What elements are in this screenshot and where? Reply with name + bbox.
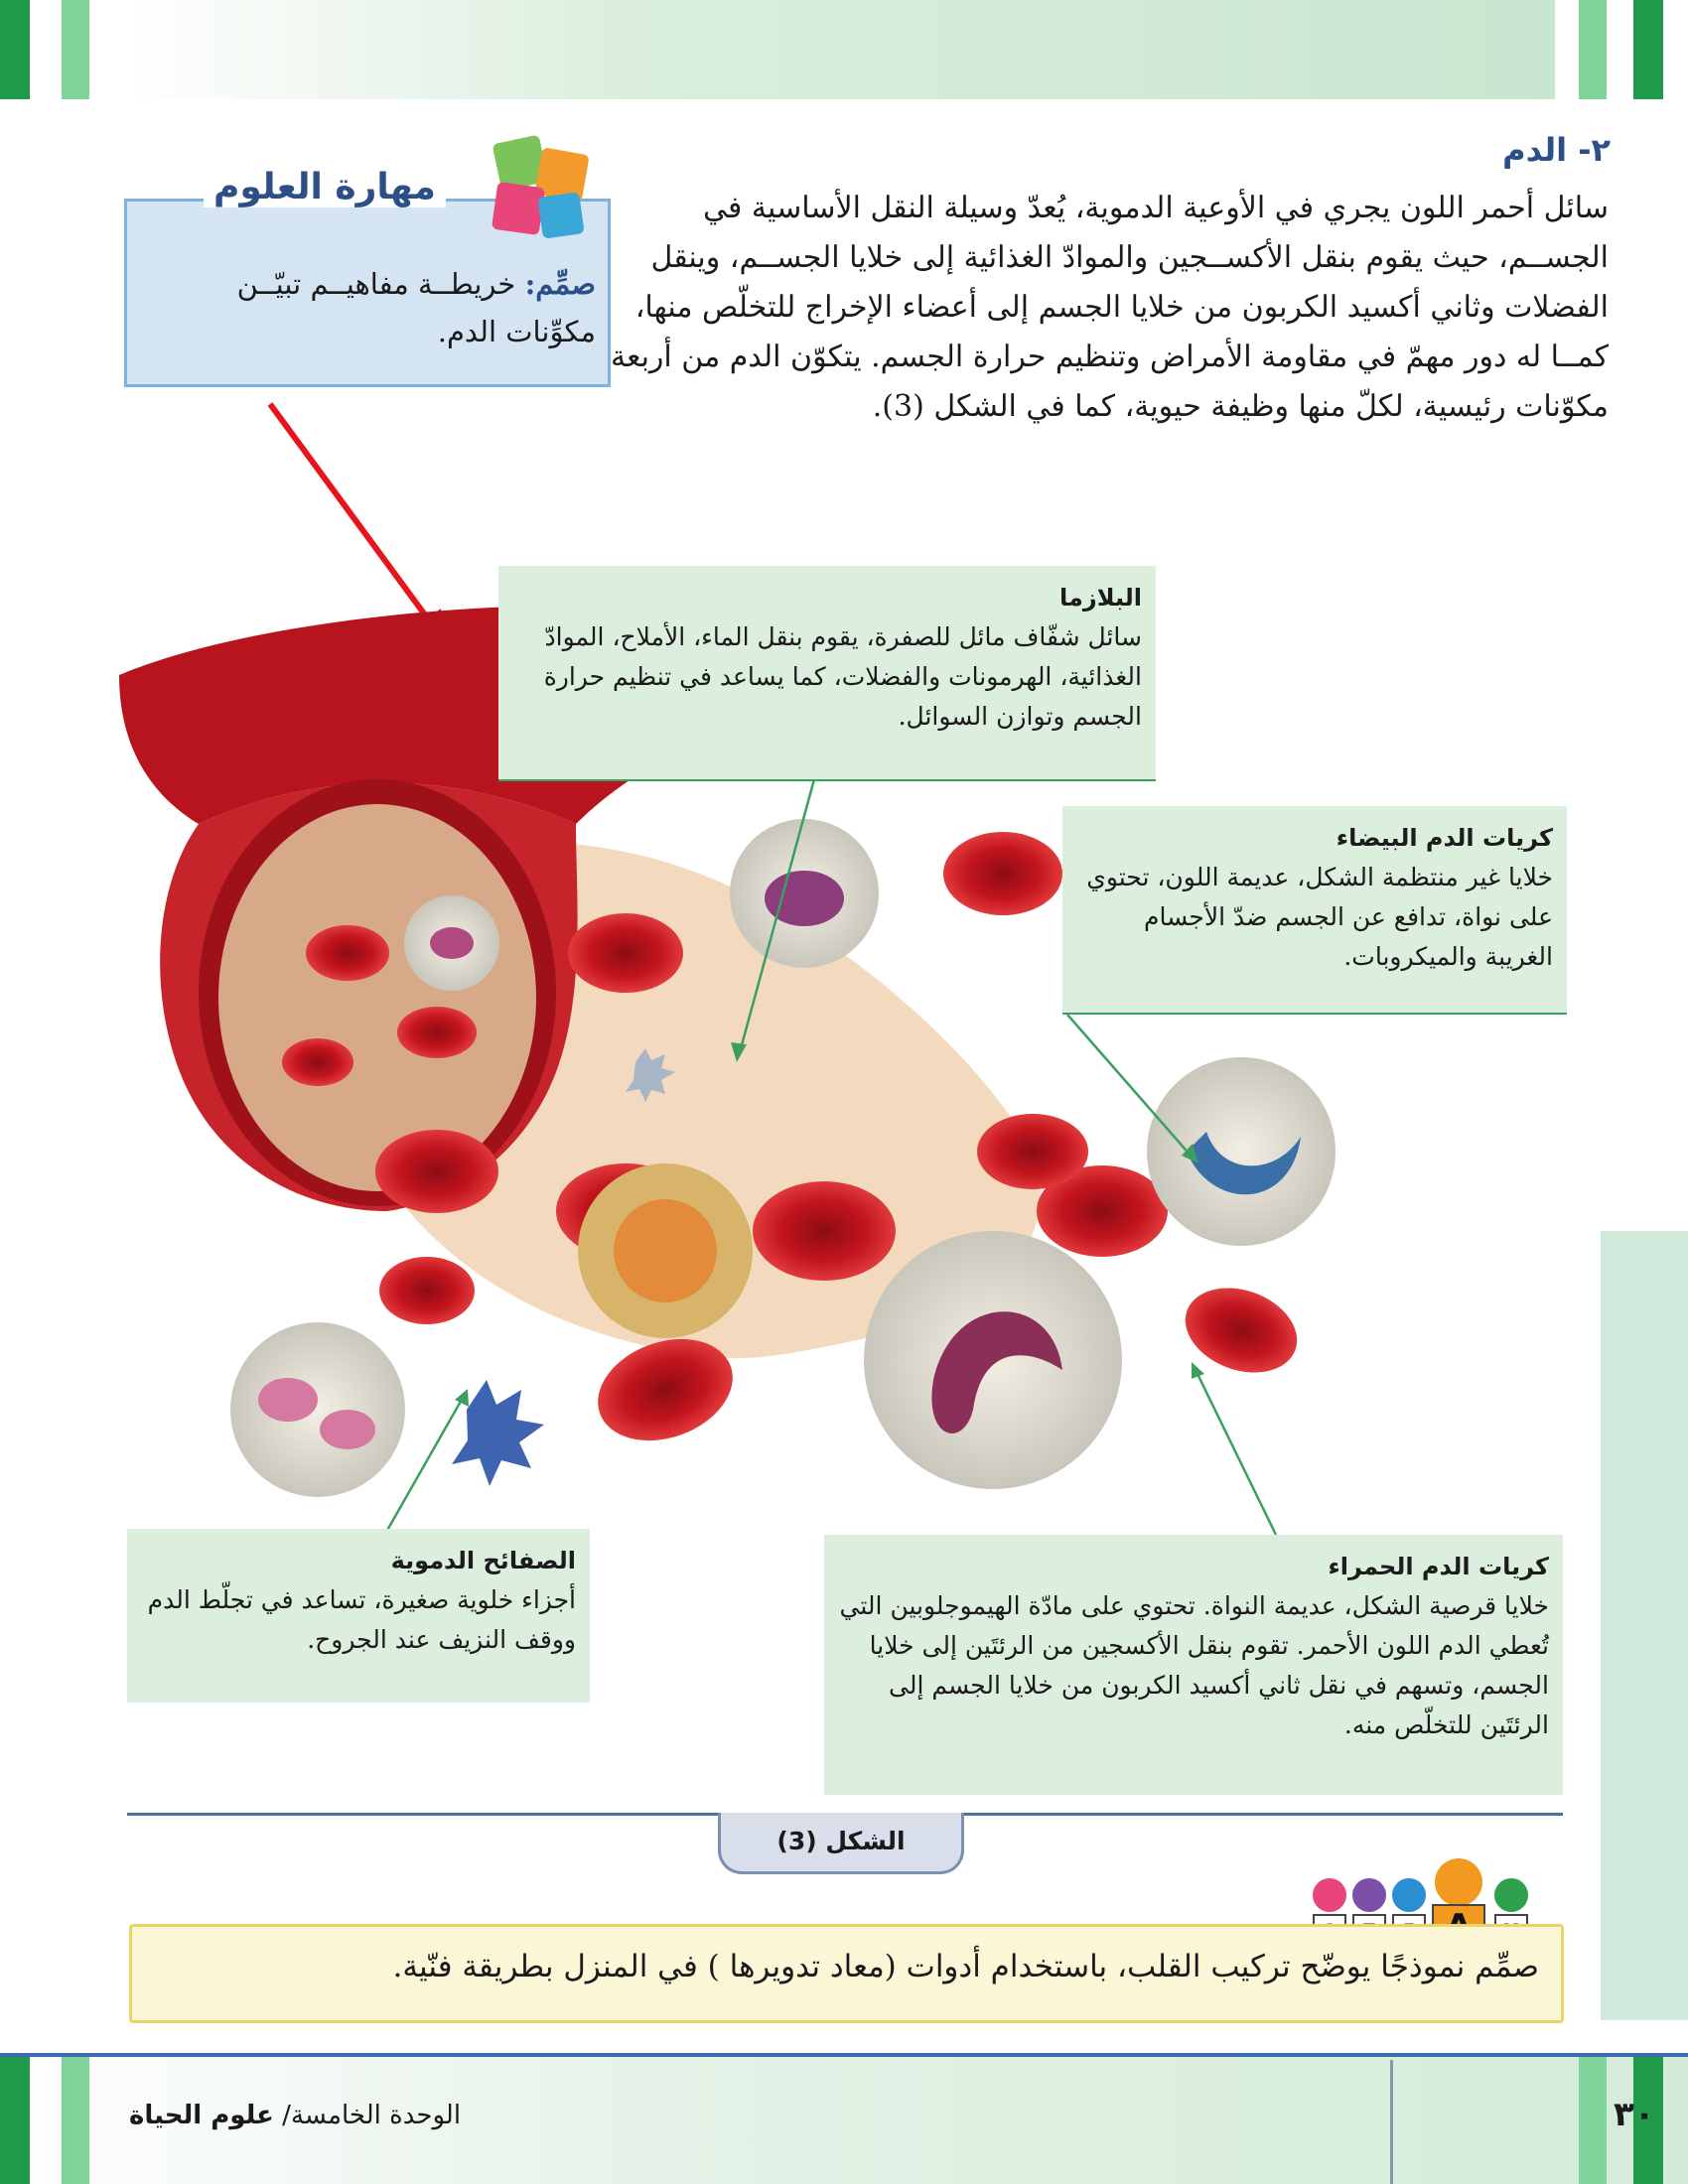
rbc-title: كريات الدم الحمراء (1328, 1553, 1549, 1580)
science-skill-title: مهارة العلوم (204, 167, 446, 207)
plasma-text: سائل شفّاف مائل للصفرة، يقوم بنقل الماء، الأملاح، الموادّ الغذائية، الهرمونات والفضلات، كما يساعد في تنظيم حرارة الجسم وتوازن السوائل. (543, 622, 1142, 731)
wbc-note (1062, 806, 1567, 1013)
intro-paragraph: سائل أحمر اللون يجري في الأوعية الدموية، يُعدّ وسيلة النقل الأساسية في الجســم، حيث يقوم بنقل الأكســجين والموادّ الغذائية إلى خلايا الجســم، وينقل الفضلات وثاني أكسيد الكربون من خلايا الجسم إلى أعضاء الإخراج للتخلّص منها، كمــا له دور مهمّ في مقاومة الأمراض وتنظيم حرارة الجسم. يتكوّن الدم من أربعة مكوّنات رئيسية، لكلّ منها وظيفة حيوية، كما في الشكل (3). (611, 191, 1609, 424)
plasma-rule (498, 779, 1156, 781)
rbc-text: خلايا قرصية الشكل، عديمة النواة. تحتوي على مادّة الهيموجلوبين التي تُعطي الدم اللون الأحمر. تقوم بنقل الأكسجين من الرئتَين إلى خلايا الجسم، وتسهم في نقل ثاني أكسيد الكربون من خلايا الجسم إلى الرئتَين للتخلّص منه. (839, 1591, 1549, 1739)
pi-icon (1494, 1878, 1528, 1912)
figure-caption: الشكل (3) (718, 1813, 964, 1874)
rbc-note (824, 1535, 1563, 1795)
gear-icon (1392, 1878, 1426, 1912)
platelets-text: أجزاء خلوية صغيرة، تساعد في تجلّط الدم ووقف النزيف عند الجروح. (147, 1585, 576, 1654)
platelets-note (127, 1529, 590, 1703)
footer-divider (1390, 2060, 1393, 2184)
tablet-icon (1352, 1878, 1386, 1912)
palette-icon (1435, 1858, 1482, 1906)
platelets-title: الصفائح الدموية (390, 1547, 576, 1574)
skill-body: خريطــة مفاهيــم تبيّــن مكوِّنات الدم. (236, 267, 596, 348)
skill-lead: صمِّم: (524, 267, 596, 301)
plasma-note (498, 566, 1156, 779)
steam-activity-text: صمِّم نموذجًا يوضّح تركيب القلب، باستخدام أدوات (معاد تدويرها ) في المنزل بطريقة فنّية. (392, 1949, 1539, 1984)
plasma-title: البلازما (1059, 584, 1142, 612)
footer-unit-name: علوم الحياة (129, 2101, 274, 2130)
wbc-title: كريات الدم البيضاء (1336, 824, 1553, 852)
footer-unit (129, 2101, 461, 2130)
wbc-rule (1062, 1013, 1567, 1015)
footer-top-line (0, 2053, 1688, 2057)
section-title: ٢- الدم (1502, 131, 1611, 169)
footer-right-bar-light (1579, 2057, 1607, 2184)
wbc-text: خلايا غير منتظمة الشكل، عديمة اللون، تحتوي على نواة، تدافع عن الجسم ضدّ الأجسام الغريبة والميكروبات. (1086, 863, 1553, 971)
flask-icon (1313, 1878, 1346, 1912)
page-number: ٣٠ (1614, 2095, 1655, 2134)
footer-unit-prefix: الوحدة الخامسة/ (273, 2101, 462, 2130)
footer-left-bar-dark (0, 2057, 30, 2184)
footer-left-bar-light (62, 2057, 89, 2184)
